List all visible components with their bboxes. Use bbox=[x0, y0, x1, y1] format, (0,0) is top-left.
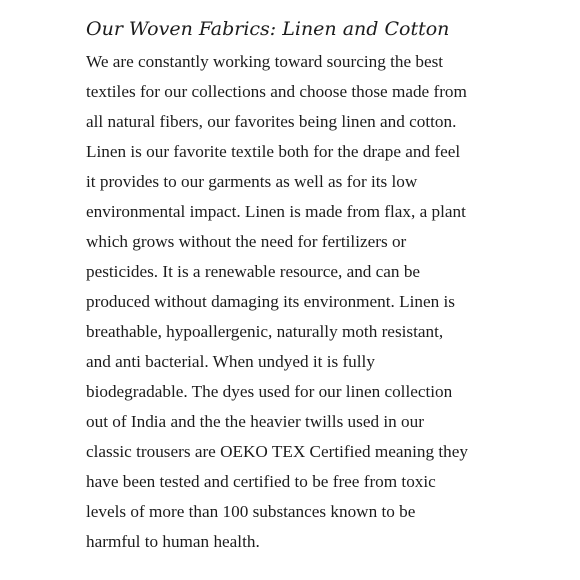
body-line: have been tested and certified to be free from toxic bbox=[86, 472, 436, 491]
body-line: environmental impact. Linen is made from flax, a plant bbox=[86, 202, 466, 221]
body-line: out of India and the the heavier twills used in our bbox=[86, 412, 424, 431]
body-line: classic trousers are OEKO TEX Certified meaning they bbox=[86, 442, 468, 461]
body-line: levels of more than 100 substances known to be bbox=[86, 502, 416, 521]
article-title: Our Woven Fabrics: Linen and Cotton bbox=[86, 18, 450, 40]
body-line: harmful to human health. bbox=[86, 532, 260, 551]
body-line: and anti bacterial. When undyed it is fully bbox=[86, 352, 375, 371]
body-line: it provides to our garments as well as for its low bbox=[86, 172, 418, 191]
body-line: pesticides. It is a renewable resource, and can be bbox=[86, 262, 421, 281]
body-line: biodegradable. The dyes used for our linen collection bbox=[86, 382, 453, 401]
body-line: which grows without the need for fertilizers or bbox=[86, 232, 407, 251]
body-line: We are constantly working toward sourcing the best bbox=[86, 52, 444, 71]
body-line: textiles for our collections and choose those made from bbox=[86, 82, 467, 101]
body-line: breathable, hypoallergenic, naturally moth resistant, bbox=[86, 322, 444, 341]
article-body bbox=[86, 47, 506, 557]
body-line: produced without damaging its environment. Linen is bbox=[86, 292, 455, 311]
body-line: all natural fibers, our favorites being linen and cotton. bbox=[86, 112, 457, 131]
body-line: Linen is our favorite textile both for the drape and feel bbox=[86, 142, 461, 161]
